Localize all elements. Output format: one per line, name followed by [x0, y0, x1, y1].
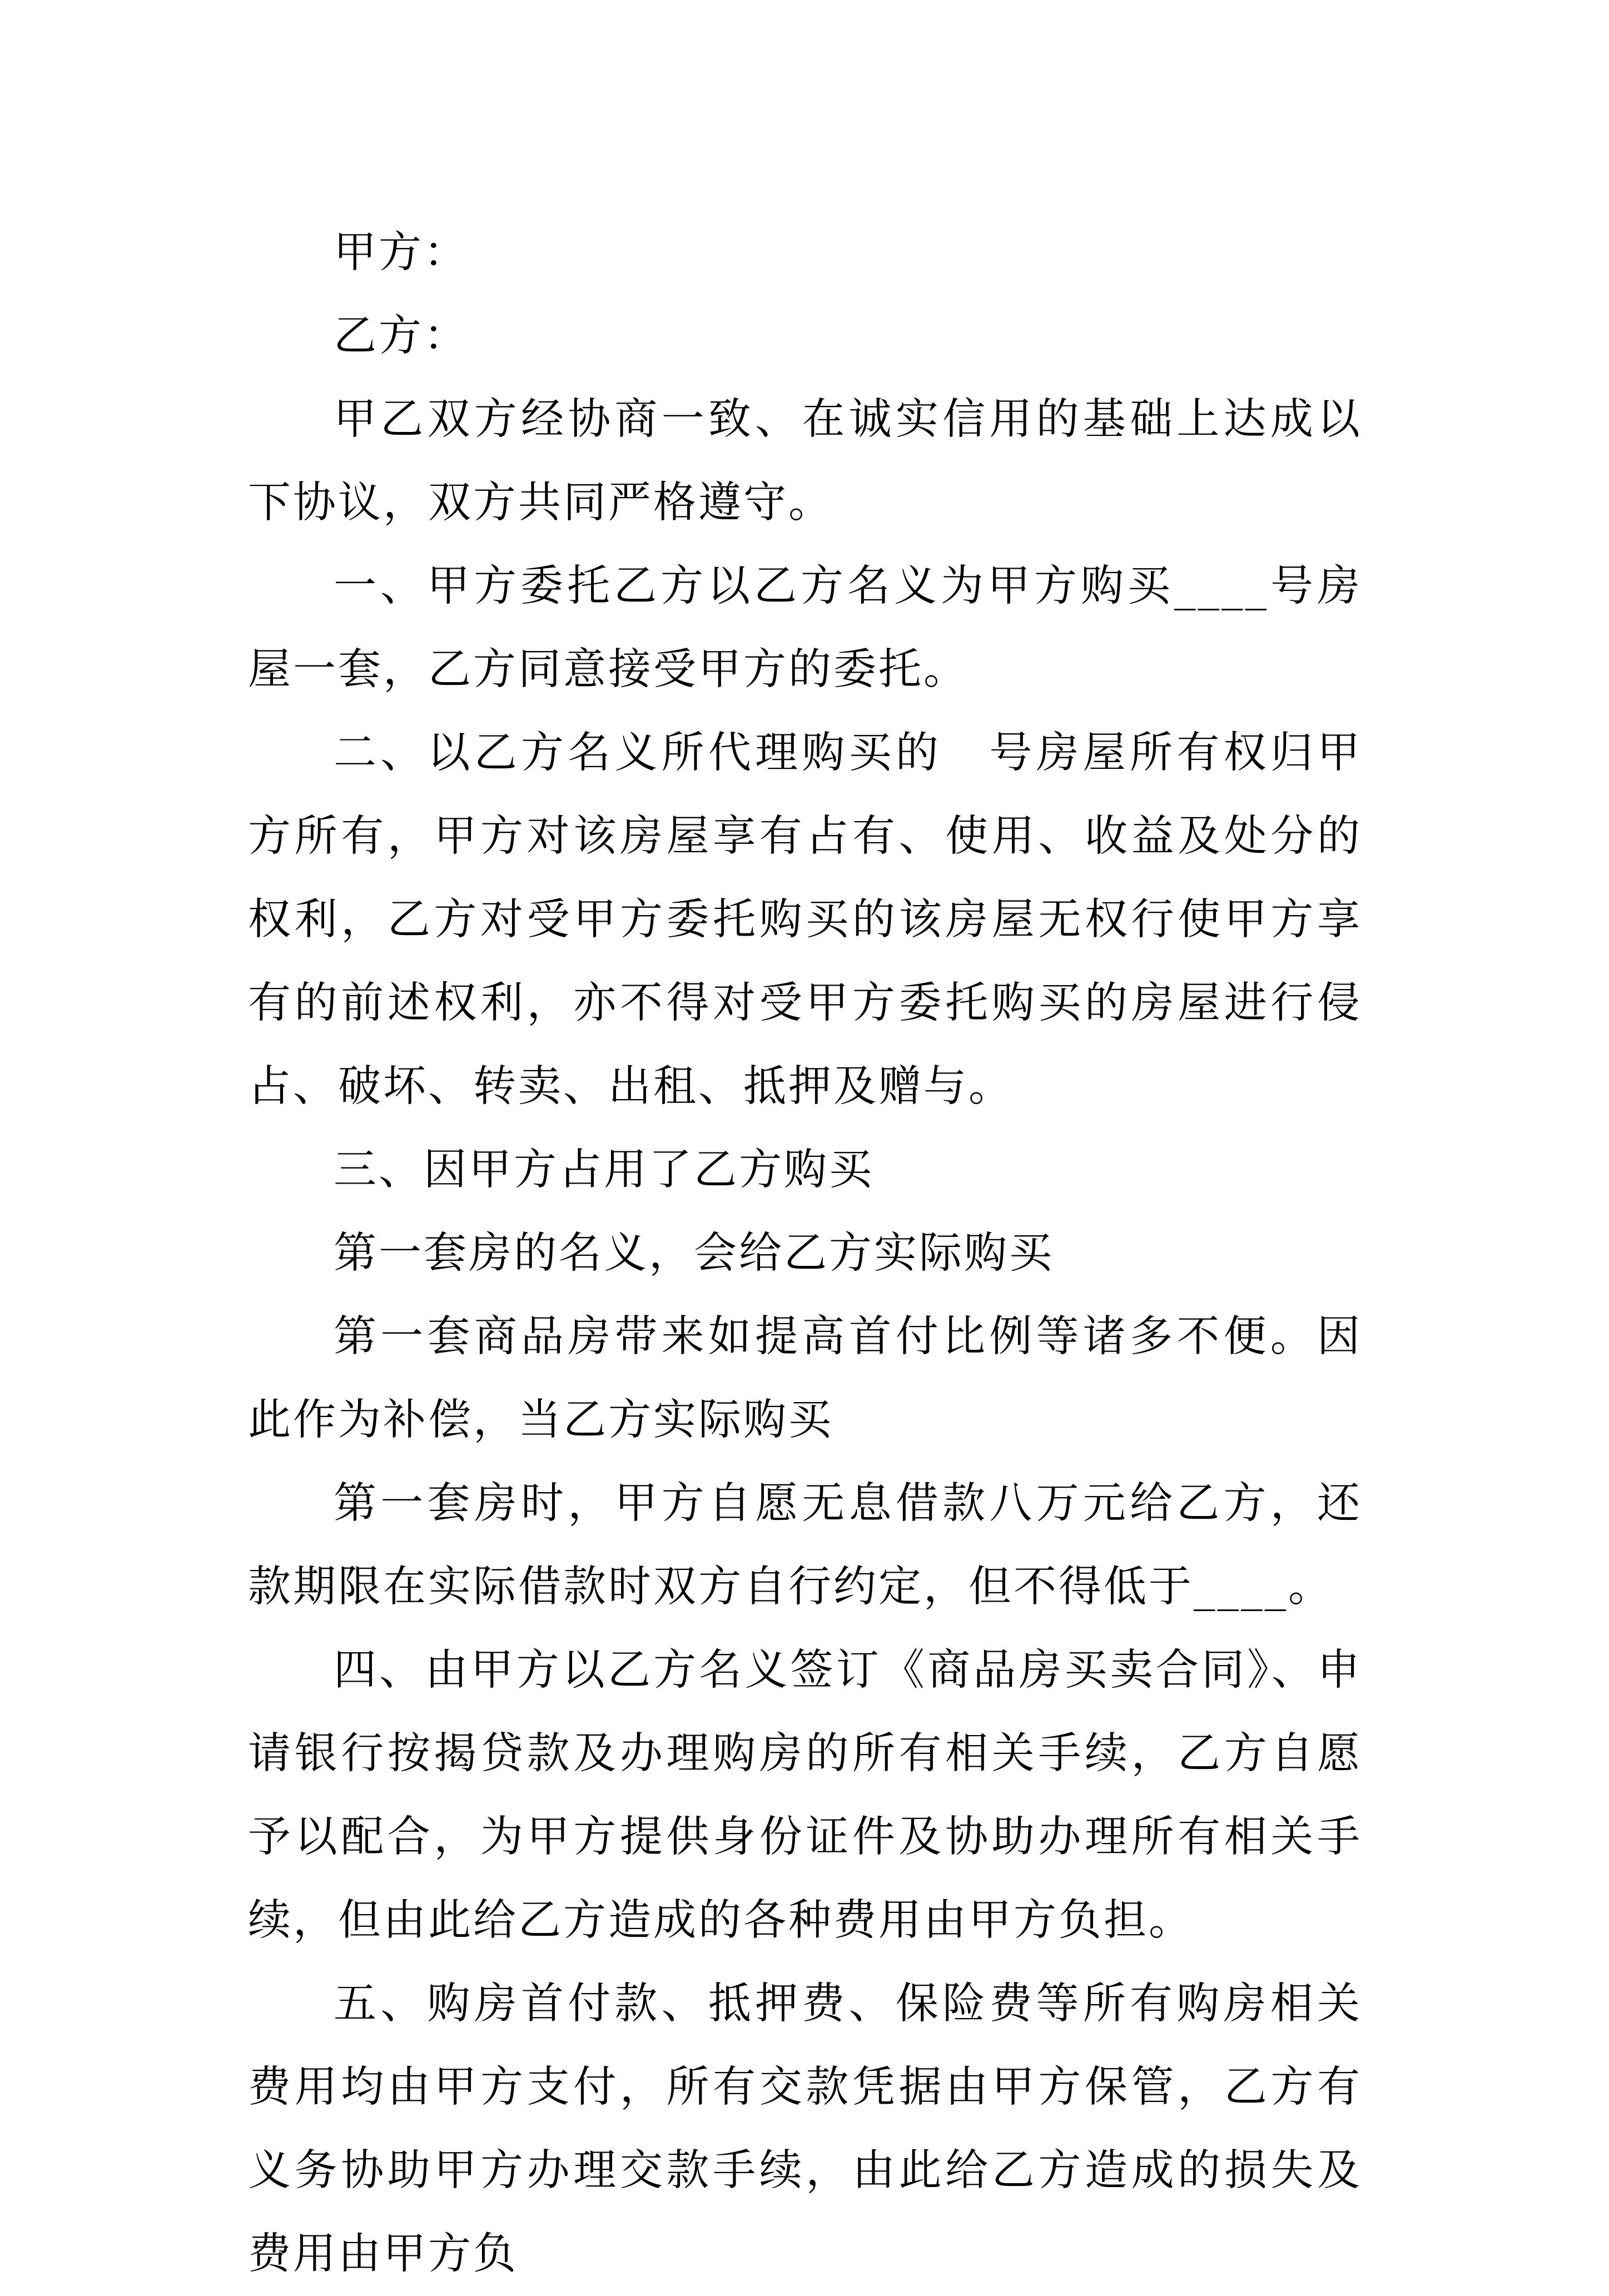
clause-1: 一、甲方委托乙方以乙方名义为甲方购买____号房屋一套，乙方同意接受甲方的委托。	[248, 561, 1362, 694]
clause-3-part-3: 第一套商品房带来如提高首付比例等诸多不便。因此作为补偿，当乙方实际购买	[248, 1312, 1362, 1445]
clause-3-part-4: 第一套房时，甲方自愿无息借款八万元给乙方，还款期限在实际借款时双方自行约定，但不得低于____。	[248, 1479, 1362, 1612]
party-a-line: 甲方：	[334, 228, 469, 277]
document-body	[248, 211, 1362, 2296]
clause-3-part-1: 三、因甲方占用了乙方购买	[334, 1145, 874, 1195]
clause-3-part-2: 第一套房的名义，会给乙方实际购买	[334, 1229, 1054, 1278]
clause-5: 五、购房首付款、抵押费、保险费等所有购房相关费用均由甲方支付，所有交款凭据由甲方保管，乙方有义务协助甲方办理交款手续，由此给乙方造成的损失及费用由甲方负	[248, 1979, 1362, 2279]
clause-2: 二、以乙方名义所代理购买的 号房屋所有权归甲方所有，甲方对该房屋享有占有、使用、收益及处分的权利，乙方对受甲方委托购买的该房屋无权行使甲方享有的前述权利，亦不得对受甲方委托购买的房屋进行侵占、破坏、转卖、出租、抵押及赠与。	[248, 728, 1362, 1111]
clause-4: 四、由甲方以乙方名义签订《商品房买卖合同》、申请银行按揭贷款及办理购房的所有相关手续，乙方自愿予以配合，为甲方提供身份证件及协助办理所有相关手续，但由此给乙方造成的各种费用由甲方负担。	[248, 1646, 1362, 1945]
party-b-line: 乙方：	[334, 311, 469, 361]
preamble-paragraph: 甲乙双方经协商一致、在诚实信用的基础上达成以下协议，双方共同严格遵守。	[248, 395, 1362, 528]
